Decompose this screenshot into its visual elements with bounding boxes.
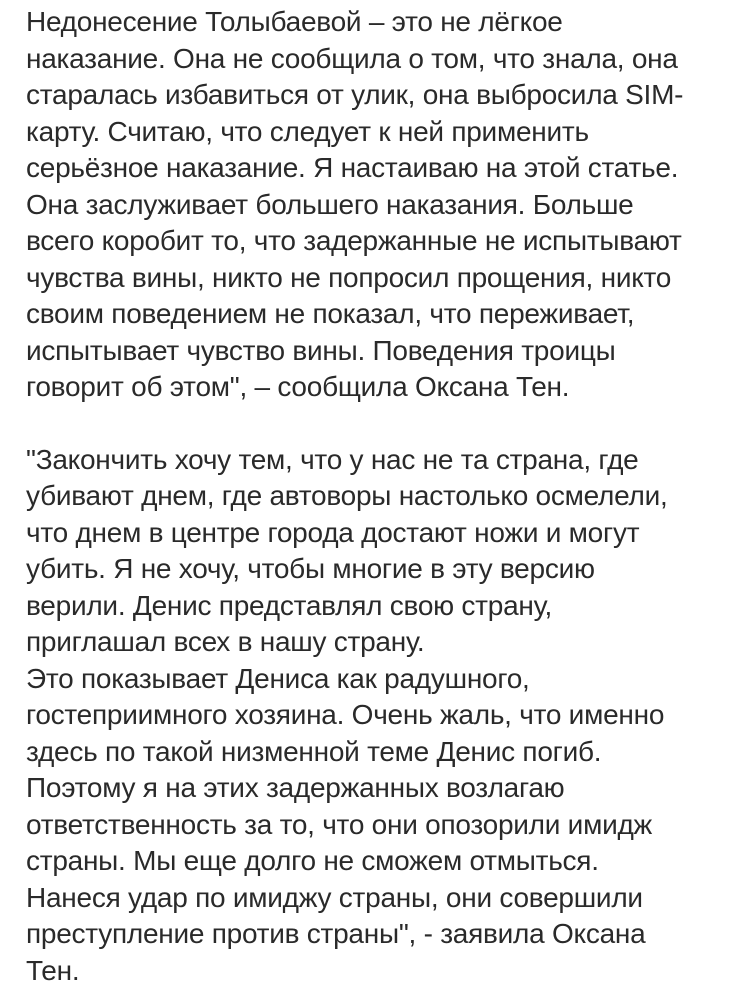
text-line: говорит об этом", – сообщила Оксана Тен. <box>26 371 570 402</box>
text-line: гостеприимного хозяина. Очень жаль, что именно <box>26 699 665 730</box>
text-line: Поэтому я на этих задержанных возлагаю <box>26 772 565 803</box>
text-line: приглашал всех в нашу страну. <box>26 626 425 657</box>
paragraph-2 <box>26 442 730 990</box>
text-line: "Закончить хочу тем, что у нас не та страна, где <box>26 443 639 475</box>
text-line: что днем в центре города достают ножи и могут <box>26 516 640 548</box>
text-line: Нанеся удар по имиджу страны, они совершили <box>26 881 643 913</box>
text-line: страны. Мы еще долго не сможем отмыться. <box>26 845 599 876</box>
text-line: преступление против страны", - заявила Оксана <box>26 918 646 949</box>
text-line: испытывает чувство вины. Поведения троицы <box>26 334 616 366</box>
text-line: чувства вины, никто не попросил прощения, никто <box>26 261 672 293</box>
text-line: убить. Я не хочу, чтобы многие в эту версию <box>26 553 595 584</box>
text-line: всего коробит то, что задержанные не испытывают <box>26 225 682 256</box>
text-line: Это показывает Дениса как радушного, <box>26 662 530 694</box>
text-line: карту. Считаю, что следует к ней применить <box>26 115 589 147</box>
text-line: верили. Денис представлял свою страну, <box>26 589 553 621</box>
text-line: старалась избавиться от улик, она выбросила SIM- <box>26 79 684 110</box>
text-line: наказание. Она не сообщила о том, что знала, она <box>26 42 678 74</box>
text-line: серьёзное наказание. Я настаиваю на этой статье. <box>26 152 679 183</box>
text-line: здесь по такой низменной теме Денис погиб. <box>26 735 602 767</box>
paragraph-1 <box>26 4 730 406</box>
text-line: Она заслуживает большего наказания. Больше <box>26 188 634 220</box>
text-line: Недонесение Толыбаевой – это не лёгкое <box>26 6 563 37</box>
text-line: убивают днем, где автоворы настолько осмелели, <box>26 480 668 511</box>
text-line: своим поведением не показал, что переживает, <box>26 298 635 329</box>
text-line: Тен. <box>26 954 80 986</box>
text-line: ответственность за то, что они опозорили имидж <box>26 808 653 840</box>
